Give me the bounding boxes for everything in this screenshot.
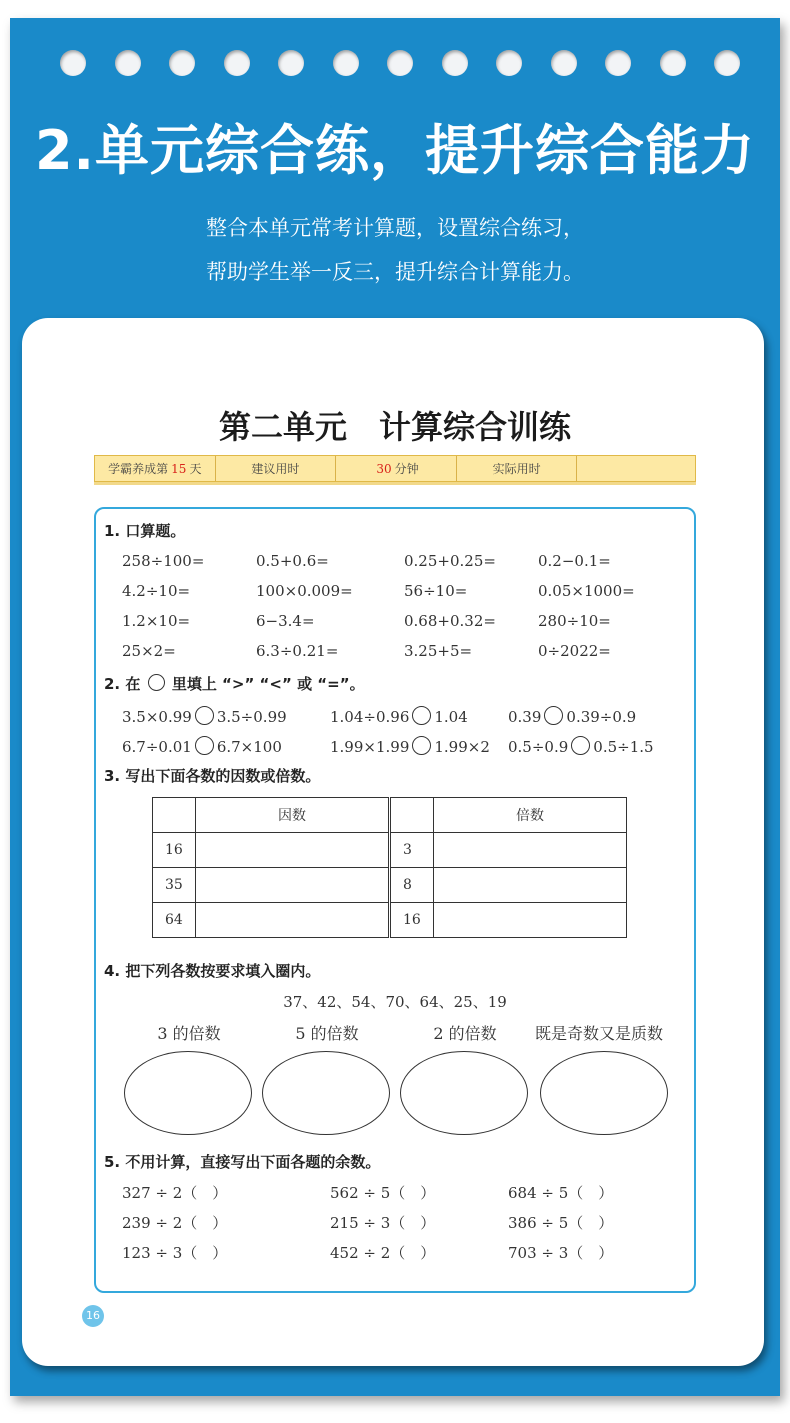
q2-right: 0.39÷0.9 <box>566 708 637 726</box>
q1-item: 0.2−0.1= <box>538 552 611 570</box>
table-row <box>153 833 627 868</box>
binder-hole <box>714 50 740 76</box>
factor-header: 因数 <box>196 798 390 833</box>
binder-hole <box>496 50 522 76</box>
answer-oval[interactable] <box>400 1051 528 1135</box>
q1-item: 258÷100= <box>122 552 205 570</box>
multiple-answer-cell[interactable] <box>434 903 627 938</box>
q2-item <box>330 706 468 726</box>
q5-item[interactable]: 703 ÷ 3（ ） <box>508 1244 614 1262</box>
q2-right: 3.5÷0.99 <box>216 708 287 726</box>
q2-left: 6.7÷0.01 <box>122 738 192 756</box>
q2-left: 1.99×1.99 <box>330 738 410 756</box>
binder-hole <box>115 50 141 76</box>
binder-holes <box>60 50 740 80</box>
q2-right: 0.5÷1.5 <box>593 738 654 756</box>
suggest-label <box>216 456 337 481</box>
answer-oval[interactable] <box>540 1051 668 1135</box>
q5-item[interactable]: 386 ÷ 5（ ） <box>508 1214 614 1232</box>
q5-item[interactable]: 562 ÷ 5（ ） <box>330 1184 436 1202</box>
q2-item <box>122 736 282 756</box>
q1-item: 1.2×10= <box>122 612 191 630</box>
q5-item[interactable]: 215 ÷ 3（ ） <box>330 1214 436 1232</box>
minutes-number: 30 <box>376 461 392 476</box>
compare-circle[interactable] <box>195 706 214 725</box>
table-cell <box>390 798 434 833</box>
binder-hole <box>169 50 195 76</box>
q2-left: 0.39 <box>508 708 542 726</box>
compare-circle[interactable] <box>195 736 214 755</box>
q2-title <box>104 673 365 694</box>
q2-right: 1.99×2 <box>434 738 490 756</box>
compare-circle[interactable] <box>544 706 563 725</box>
q2-left: 1.04÷0.96 <box>330 708 410 726</box>
factor-multiple-table <box>152 797 627 938</box>
binder-hole <box>442 50 468 76</box>
minutes-unit: 分钟 <box>394 462 419 476</box>
oval-label: 2 的倍数 <box>433 1024 497 1043</box>
q1-item: 3.25+5= <box>404 642 473 660</box>
q2-item <box>508 706 636 726</box>
day-suffix: 天 <box>189 462 202 476</box>
answer-oval[interactable] <box>124 1051 252 1135</box>
q1-item: 0.25+0.25= <box>404 552 496 570</box>
q2-left: 0.5÷0.9 <box>508 738 569 756</box>
right-number: 8 <box>390 868 434 903</box>
q1-item: 25×2= <box>122 642 176 660</box>
headline: 2.单元综合练，提升综合能力 <box>34 119 756 182</box>
right-number: 16 <box>390 903 434 938</box>
left-number: 64 <box>153 903 196 938</box>
q1-item: 280÷10= <box>538 612 611 630</box>
day-number: 15 <box>171 461 187 476</box>
binder-hole <box>224 50 250 76</box>
binder-hole <box>605 50 631 76</box>
q5-item[interactable]: 239 ÷ 2（ ） <box>122 1214 228 1232</box>
binder-hole <box>333 50 359 76</box>
q2-item <box>508 736 654 756</box>
q2-item <box>330 736 490 756</box>
compare-circle[interactable] <box>412 736 431 755</box>
q1-item: 0÷2022= <box>538 642 611 660</box>
binder-hole <box>387 50 413 76</box>
q5-title: 5. 不用计算，直接写出下面各题的余数。 <box>104 1153 381 1171</box>
binder-hole <box>660 50 686 76</box>
day-prefix: 学霸养成第 <box>108 462 169 476</box>
binder-hole <box>551 50 577 76</box>
day-cell <box>95 456 216 481</box>
minutes-cell <box>336 456 457 481</box>
table-header-row <box>153 798 627 833</box>
q1-item: 0.68+0.32= <box>404 612 496 630</box>
q5-item[interactable]: 123 ÷ 3（ ） <box>122 1244 228 1262</box>
suggest-label-text: 建议用时 <box>251 462 300 476</box>
binder-hole <box>60 50 86 76</box>
q2-title-a: 2. 在 <box>104 675 141 693</box>
q5-item[interactable]: 684 ÷ 5（ ） <box>508 1184 614 1202</box>
q1-item: 56÷10= <box>404 582 468 600</box>
q1-item: 100×0.009= <box>256 582 353 600</box>
subtitle-line-1: 整合本单元常考计算题，设置综合练习， <box>206 216 584 240</box>
left-number: 35 <box>153 868 196 903</box>
oval-label: 5 的倍数 <box>295 1024 359 1043</box>
oval-label: 3 的倍数 <box>157 1024 221 1043</box>
actual-label <box>457 456 578 481</box>
q1-item: 0.5+0.6= <box>256 552 329 570</box>
info-bar <box>94 455 696 482</box>
table-row <box>153 868 627 903</box>
q1-title: 1. 口算题。 <box>104 522 186 540</box>
q2-item <box>122 706 287 726</box>
oval-label: 既是奇数又是质数 <box>534 1024 663 1043</box>
binder-hole <box>278 50 304 76</box>
table-row <box>153 903 627 938</box>
q3-title: 3. 写出下面各数的因数或倍数。 <box>104 767 321 785</box>
answer-oval[interactable] <box>262 1051 390 1135</box>
subtitle-line-2: 帮助学生举一反三，提升综合计算能力。 <box>206 260 584 284</box>
factor-answer-cell[interactable] <box>196 868 390 903</box>
multiple-answer-cell[interactable] <box>434 833 627 868</box>
q2-right: 1.04 <box>434 708 468 726</box>
q1-item: 6.3÷0.21= <box>256 642 339 660</box>
q2-left: 3.5×0.99 <box>122 708 192 726</box>
factor-answer-cell[interactable] <box>196 903 390 938</box>
q4-numbers: 37、42、54、70、64、25、19 <box>283 993 507 1011</box>
multiple-answer-cell[interactable] <box>434 868 627 903</box>
q1-item: 0.05×1000= <box>538 582 635 600</box>
factor-answer-cell[interactable] <box>196 833 390 868</box>
actual-time-field[interactable] <box>577 456 695 481</box>
q5-item[interactable]: 452 ÷ 2（ ） <box>330 1244 436 1262</box>
q4-title: 4. 把下列各数按要求填入圈内。 <box>104 962 321 980</box>
compare-circle[interactable] <box>412 706 431 725</box>
right-number: 3 <box>390 833 434 868</box>
multiple-header: 倍数 <box>434 798 627 833</box>
q2-right: 6.7×100 <box>216 738 282 756</box>
actual-label-text: 实际用时 <box>492 462 541 476</box>
table-cell <box>153 798 196 833</box>
q1-item: 6−3.4= <box>256 612 315 630</box>
q1-item: 4.2÷10= <box>122 582 191 600</box>
page-number-badge: 16 <box>82 1305 104 1327</box>
q2-title-b: 里填上 “>” “<” 或 “=”。 <box>171 675 365 693</box>
q5-item[interactable]: 327 ÷ 2（ ） <box>122 1184 228 1202</box>
compare-circle[interactable] <box>571 736 590 755</box>
worksheet-title: 第二单元 计算综合训练 <box>218 408 571 446</box>
circle-icon <box>148 674 165 691</box>
left-number: 16 <box>153 833 196 868</box>
